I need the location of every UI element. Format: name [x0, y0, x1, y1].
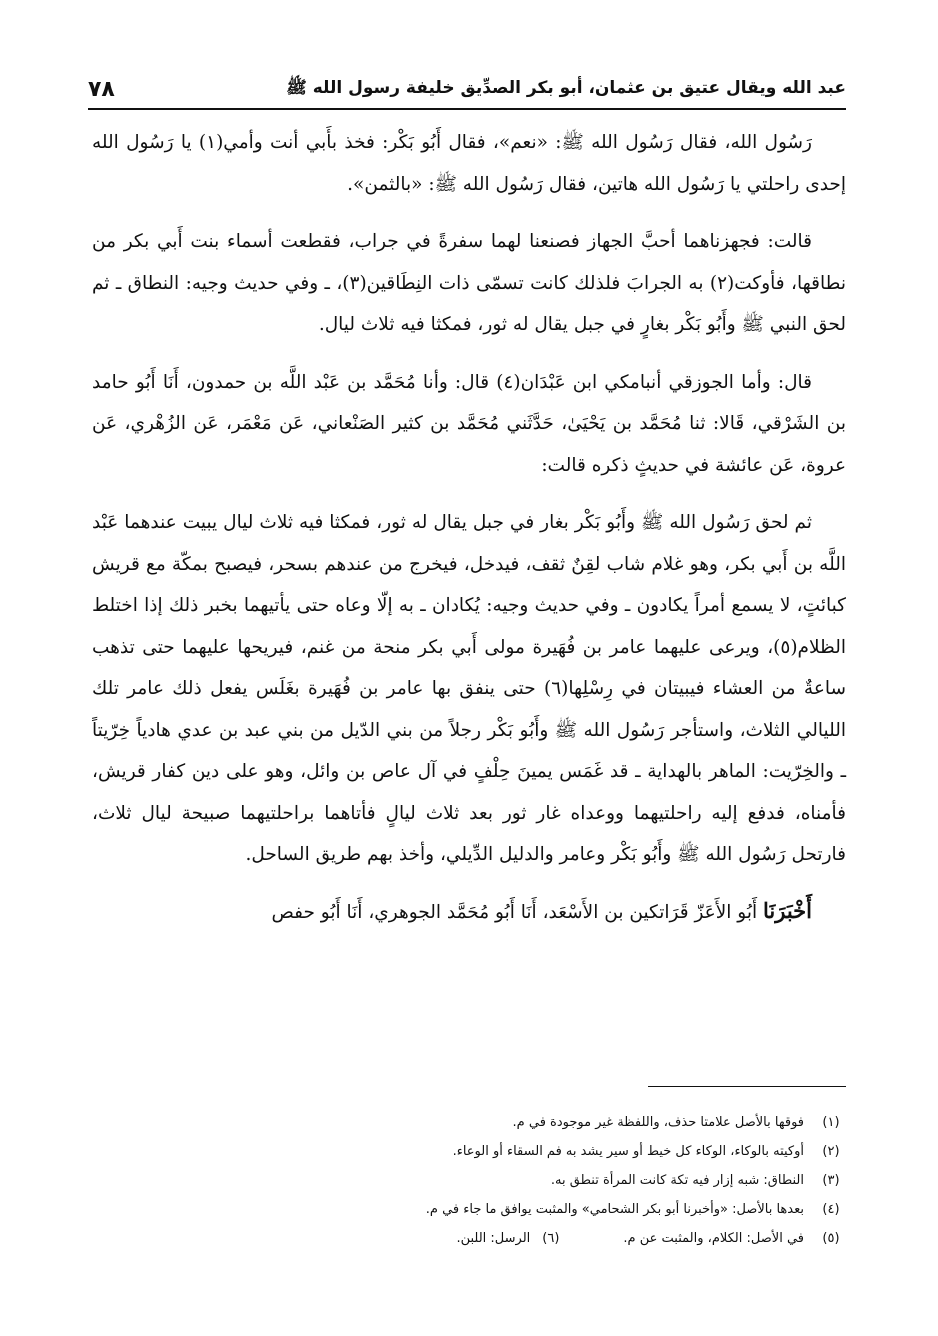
footnote-number: (٤) [822, 1202, 840, 1217]
paragraph [92, 500, 846, 876]
paragraph-text: قال: وأما الجوزقي أنبامكي ابن عَبْدَان(٤) قال: وأنا مُحَمَّد بن عَبْد اللَّه بن حمدون، أَنَا أَبُو حامد بن الشَرْقي، قَالا: ثنا مُحَمَّد بن يَحْيَىٰ، حَدَّثَني مُحَمَّد بن كثير الصَنْعاني، عَن مَعْمَر، عَن الزُهْري، عَن عروة، عَن عائشة في حديثٍ ذكره قالت: [92, 371, 846, 476]
footnote-spacer [571, 1224, 611, 1253]
paragraph-lead: أَخْبَرَنَا [763, 897, 812, 923]
footnote [92, 1195, 846, 1224]
paragraph-text: رَسُول الله، فقال رَسُول الله ﷺ: «نعم»، فقال أَبُو بَكْر: فخذ بأَبي أنت وأمي(١) يا رَسُول الله إحدى راحلتي يا رَسُول الله هاتين، فقال رَسُول الله ﷺ: «بالثمن». [92, 132, 846, 195]
page-number: ٧٨ [88, 77, 115, 102]
paragraph [92, 120, 846, 205]
footnote [92, 1108, 846, 1137]
paragraph [92, 360, 846, 487]
footnote [92, 1166, 846, 1195]
running-title: عبد الله ويقال عتيق بن عثمان، أبو بكر الصدِّيق خليفة رسول الله ﷺ [286, 78, 846, 98]
body-text [92, 120, 846, 947]
footnote-number: (٦) [542, 1231, 560, 1246]
footnote-text: فوقها بالأصل علامتا حذف، واللفظة غير موجودة في م. [512, 1115, 804, 1130]
footnote-pair [92, 1224, 846, 1253]
footnote-text: في الأصل: الكلام، والمثبت عن م. [623, 1231, 804, 1246]
footnote-text: الرسل: اللبن. [456, 1231, 531, 1246]
paragraph-text: قالت: فجهزناهما أحبَّ الجهاز فصنعنا لهما سفرةً في جراب، فقطعت أسماء بنت أَبي بكر من نطاقها، فأوكت(٢) به الجرابَ فلذلك كانت تسمّى ذات النِطَاقين(٣)، ـ وفي حديث وجيه: النطاق ـ ثم لحق النبي ﷺ وأَبُو بَكْر بغارٍ في جبل يقال له ثور، فمكثا فيه ثلاث ليال. [92, 231, 846, 335]
footnote-divider [648, 1086, 846, 1087]
footnote-number: (٣) [822, 1173, 840, 1188]
footnote-number: (٢) [822, 1144, 840, 1159]
paragraph-text: أَبُو الأَعَزّ قَرَاتكين بن الأَسْعَد، أَنَا أَبُو مُحَمَّد الجوهري، أَنَا أَبُو حفص [271, 901, 764, 923]
footnote-text: بعدها بالأصل: «وأخبرنا أبو بكر الشحامي» والمثبت يوافق ما جاء في م. [425, 1202, 804, 1217]
footnote-text: أوكيته بالوكاء، الوكاء كل خيط أو سير يشد به فم السقاء أو الوعاء. [452, 1144, 804, 1159]
paragraph [92, 219, 846, 346]
footnotes [92, 1108, 846, 1253]
running-header [88, 62, 846, 110]
footnote [92, 1137, 846, 1166]
footnote-text: النطاق: شبه إزار فيه تكة كانت المرأة تنطق به. [550, 1173, 804, 1188]
footnote-number: (١) [822, 1115, 840, 1130]
paragraph-text: ثم لحق رَسُول الله ﷺ وأَبُو بَكْر بغار في جبل يقال له ثور، فمكثا فيه ثلاث ليال يبيت عندهما عَبْد اللَّه بن أَبي بكر، وهو غلام شاب لقِنٌ ثقف، فيدخل، فيخرج من عندهم بسحر، فيصبح بمكّة مع قريش كبائتٍ، لا يسمع أمراً يكادون ـ وفي حديث وجيه: يُكادان ـ به إلّا وعاه حتى يأتيهما بخبر ذلك إذا اختلط الظلام(٥)، ويرعى عليهما عامر بن فُهَيرة مولى أَبي بكر منحة من غنم، فيريحها عليهما حتى تذهب ساعةٌ من العشاء فيبيتان في رِسْلِها(٦) حتى ينفق بها عامر بن فُهَيرة بغَلَس يفعل ذلك عامر تلك الليالي الثلاث، واستأجر رَسُول الله ﷺ وأَبُو بَكْر رجلاً من بني الدّيل من بني عبد بن عدي هادياً خِرّيتاً ـ والخِرّيت: الماهر بالهداية ـ قد غَمَس يمينَ حِلْفٍ في آل عاص بن وائل، وهو على دين كفار قريش، فأمناه، فدفع إليه راحلتيهما ووعداه غار ثور بعد ثلاث ليالٍ فأتاهما براحلتيهما صبيحة ليال ثلاث، فارتحل رَسُول الله ﷺ وأَبُو بَكْر وعامر والدليل الدِّيلي، وأخذ بهم طريق الساحل. [92, 512, 846, 865]
paragraph [92, 890, 846, 934]
footnote-number: (٥) [822, 1231, 840, 1246]
